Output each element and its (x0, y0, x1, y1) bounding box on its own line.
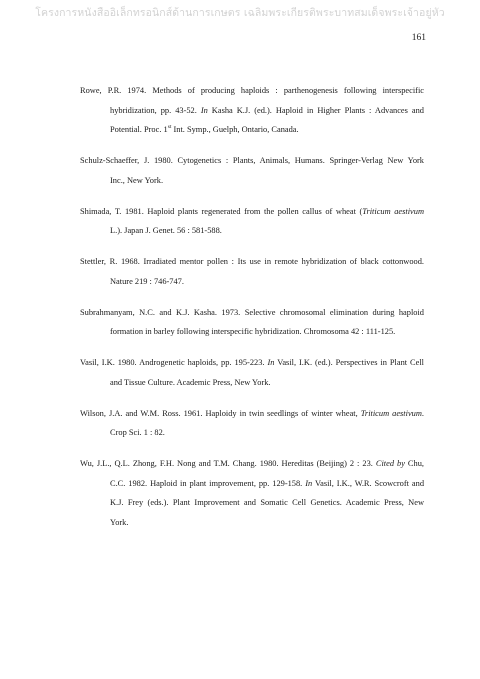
watermark-text: โครงการหนังสืออิเล็กทรอนิกส์ด้านการเกษตร เฉลิมพระเกียรติพระบาทสมเด็จพระเจ้าอยู่หัว (35, 7, 445, 19)
reference-line: Crop Sci. 1 : 82. (110, 428, 165, 437)
italic-text: In (267, 358, 275, 367)
reference-entry (80, 151, 424, 190)
italic-text: In (200, 105, 208, 115)
reference-line: Schulz-Schaeffer, J. 1980. Cytogenetics : Plants, Animals, Humans. Springer-Verlag New York (80, 156, 424, 165)
reference-entry (80, 202, 424, 241)
reference-line: Nature 219 : 746-747. (110, 276, 184, 286)
superscript-text: st (167, 124, 172, 130)
reference-entry (80, 81, 424, 140)
reference-line: formation in barley following interspecific hybridization. Chromosoma 42 : 111-125. (110, 327, 396, 336)
reference-line: C.C. 1982. Haploid in plant improvement, pp. 129-158. In Vasil, I.K., W.R. Scowcroft and (110, 478, 425, 488)
reference-entry (80, 404, 424, 443)
reference-entry (80, 252, 424, 291)
reference-line: York. (110, 517, 129, 527)
italic-text: Triticum aestivum (360, 408, 422, 418)
italic-text: Triticum aestivum (362, 206, 424, 216)
reference-line: and Tissue Culture. Academic Press, New York. (110, 377, 271, 387)
reference-line: Wu, J.L., Q.L. Zhong, F.H. Nong and T.M. Chang. 1980. Hereditas (Beijing) 2 : 23. Cited by Chu, (80, 459, 424, 468)
reference-line: Subrahmanyam, N.C. and K.J. Kasha. 1973. Selective chromosomal elimination during haploid (80, 307, 424, 317)
reference-line: K.J. Frey (eds.). Plant Improvement and Somatic Cell Genetics. Academic Press, New (110, 498, 424, 507)
reference-line: Potential. Proc. 1st Int. Symp., Guelph, Ontario, Canada. (110, 124, 299, 134)
reference-line: Rowe, P.R. 1974. Methods of producing haploids : parthenogenesis following interspecific (80, 86, 424, 95)
italic-text: Cited by (375, 459, 405, 468)
reference-list (80, 81, 424, 544)
reference-line: Wilson, J.A. and W.M. Ross. 1961. Haploidy in twin seedlings of winter wheat, Triticum aestivum. (80, 408, 424, 418)
reference-line: Shimada, T. 1981. Haploid plants regenerated from the pollen callus of wheat (Triticum aestivum (80, 206, 424, 216)
reference-line: L.). Japan J. Genet. 56 : 581-588. (110, 226, 222, 235)
reference-entry (80, 303, 424, 342)
reference-line: hybridization, pp. 43-52. In Kasha K.J. (ed.). Haploid in Higher Plants : Advances and (110, 105, 424, 115)
reference-entry (80, 454, 424, 532)
reference-line: Vasil, I.K. 1980. Androgenetic haploids, pp. 195-223. In Vasil, I.K. (ed.). Perspectives in Plant Cell (80, 358, 425, 367)
reference-line: Inc., New York. (110, 175, 164, 185)
italic-text: In (305, 478, 313, 488)
page-number: 161 (411, 33, 426, 43)
reference-entry (80, 353, 424, 392)
reference-line: Stettler, R. 1968. Irradiated mentor pollen : Its use in remote hybridization of black cottonwood. (80, 257, 424, 266)
